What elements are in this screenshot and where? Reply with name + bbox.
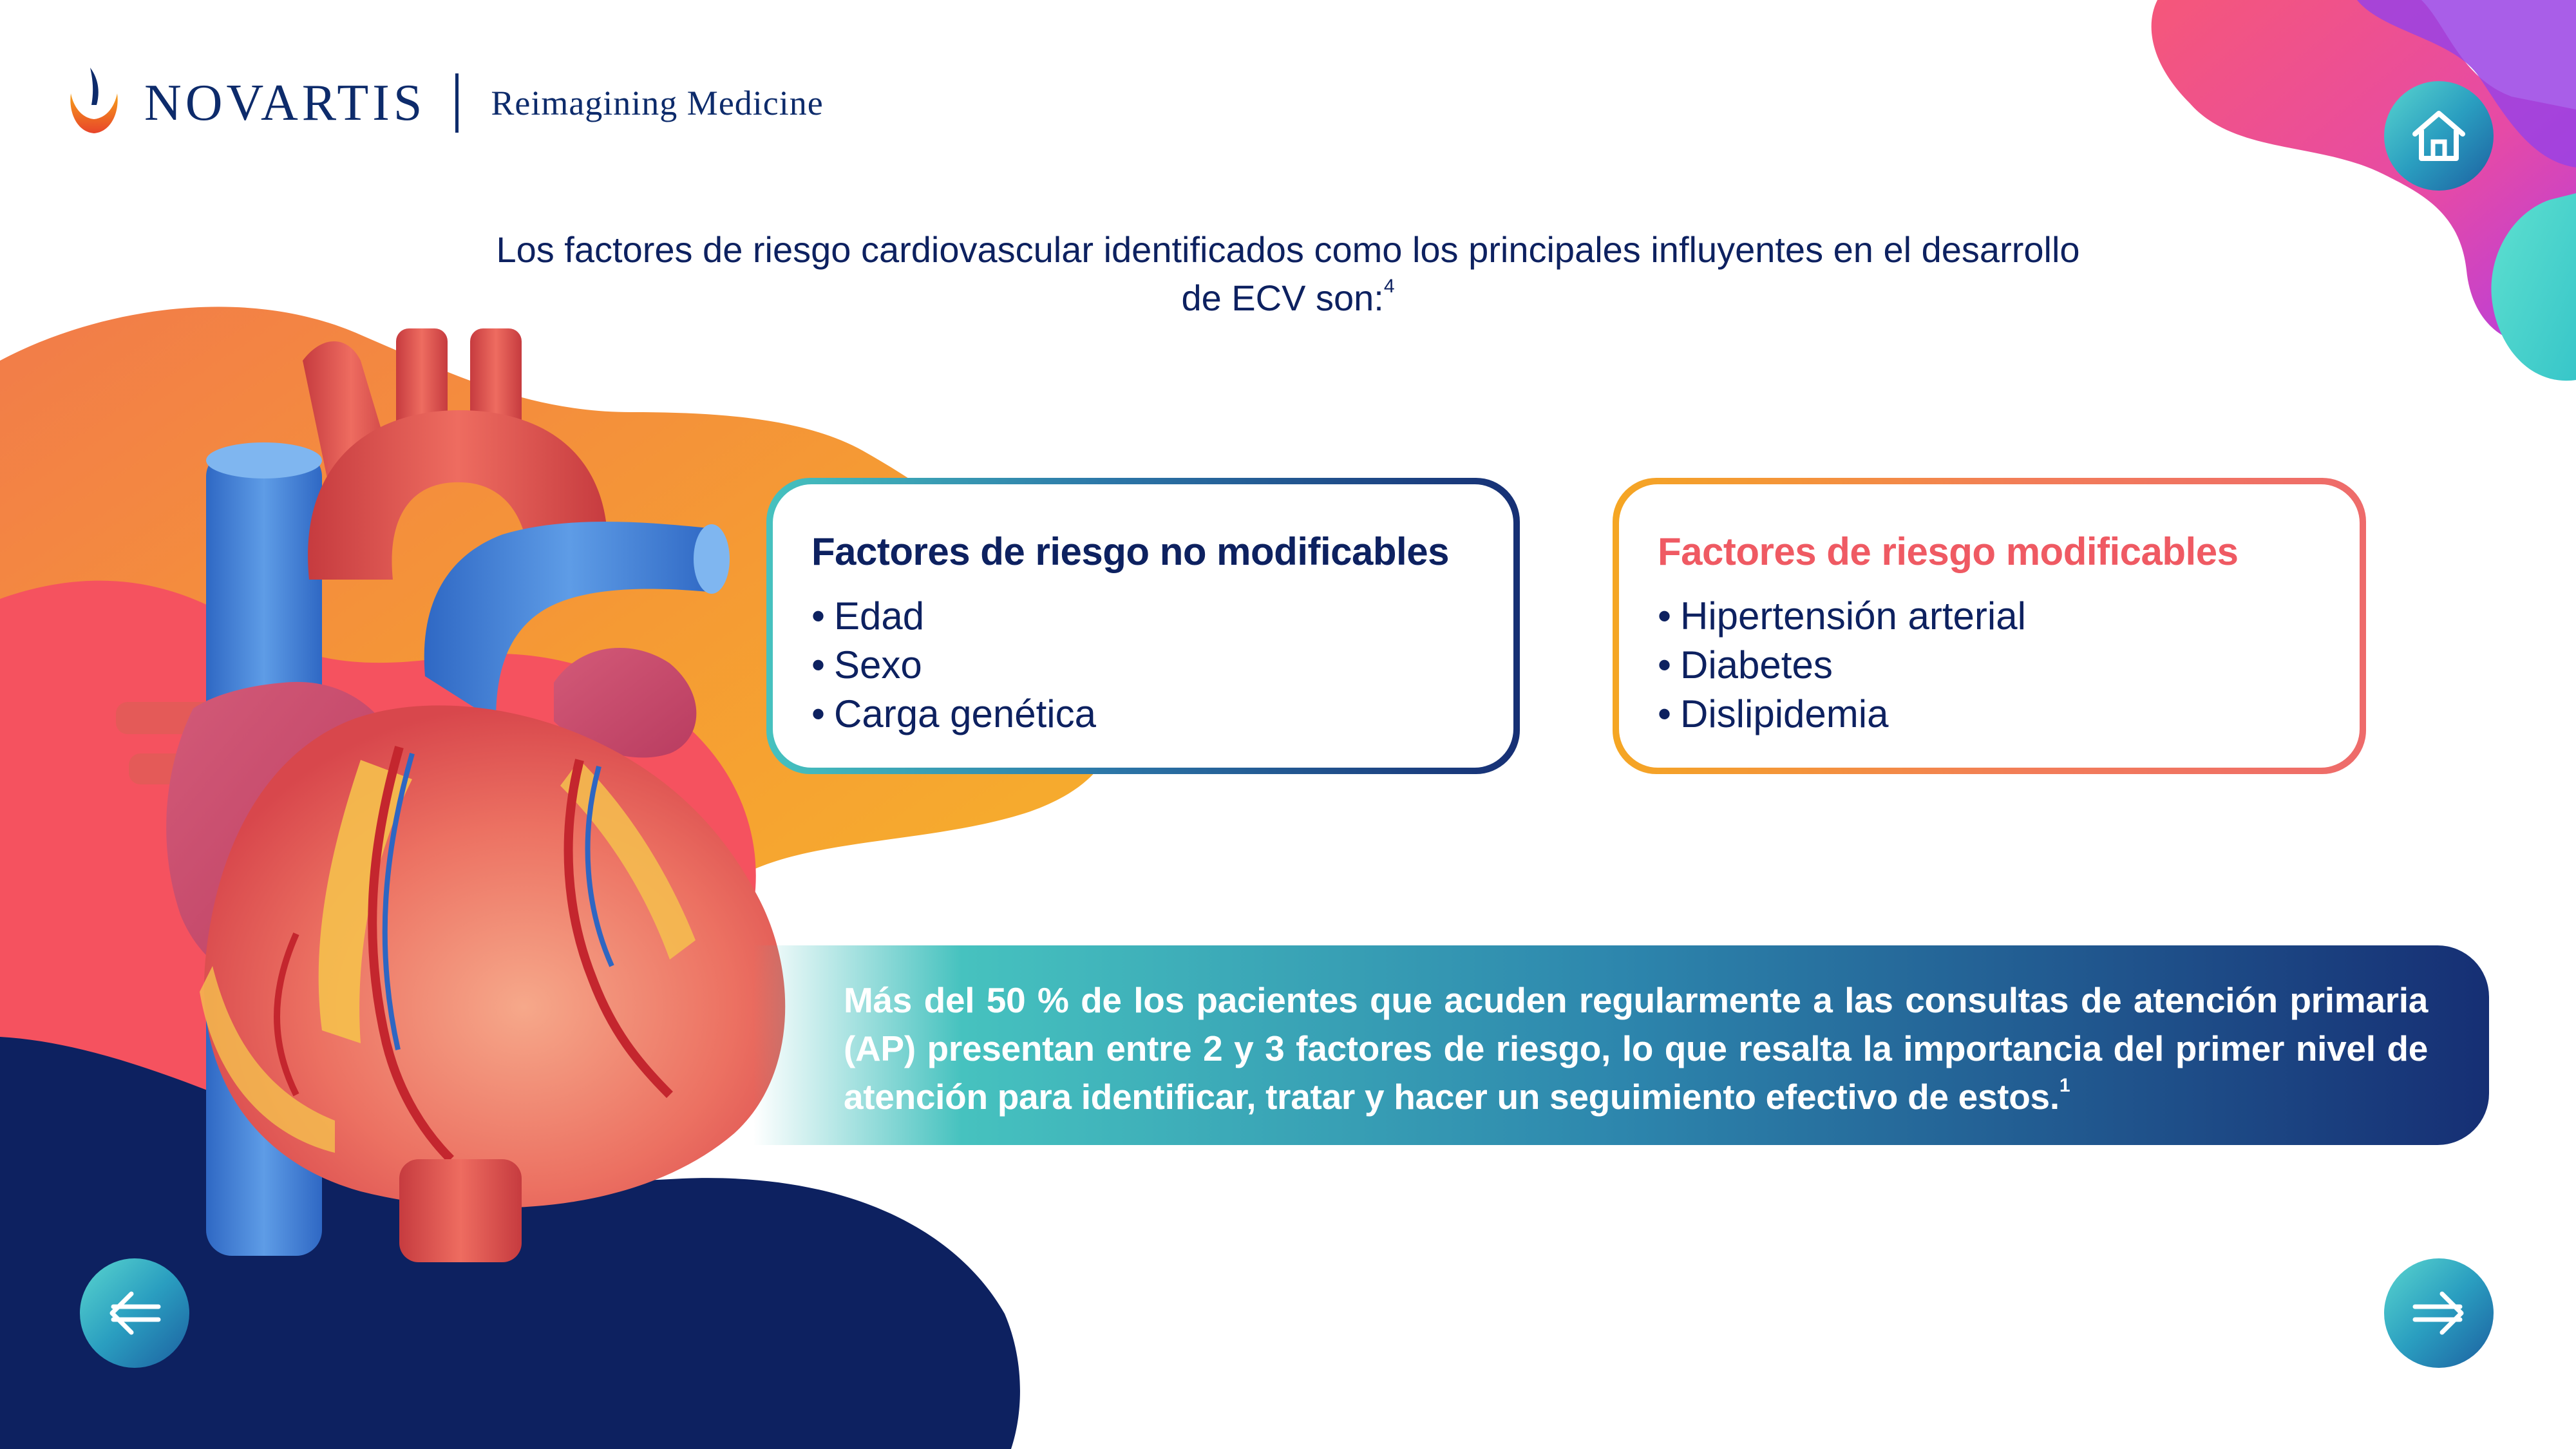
banner-text [844, 976, 2428, 1121]
brand-name: NOVARTIS [144, 74, 426, 131]
intro-body: Los factores de riesgo cardiovascular identificados como los principales influyentes en el desarrollo de ECV son: [496, 229, 2080, 318]
list-item: • Sexo [811, 641, 1475, 690]
list-item: • Hipertensión arterial [1658, 592, 2321, 641]
arrow-left-icon [99, 1278, 170, 1349]
banner-body: Más del 50 % de los pacientes que acuden regularmente a las consultas de atención primaria (AP) presentan entre 2 y 3 factores de riesgo, lo que resalta la importancia del primer nivel de atención para identificar, tratar y hacer un seguimiento efectivo de estos. [844, 980, 2428, 1117]
non-modifiable-factors-card [766, 478, 1520, 774]
list-item: • Diabetes [1658, 641, 2321, 690]
highlight-banner [753, 945, 2489, 1145]
intro-text [489, 225, 2087, 322]
modifiable-list [1658, 592, 2321, 739]
modifiable-title: Factores de riesgo modificables [1658, 530, 2239, 573]
non-modifiable-title: Factores de riesgo no modificables [811, 530, 1449, 573]
novartis-logo [64, 64, 824, 142]
arrow-right-icon [2403, 1278, 2474, 1349]
intro-reference: 4 [1383, 276, 1395, 297]
novartis-flame-icon [64, 68, 124, 138]
previous-button[interactable] [80, 1258, 189, 1368]
list-item: • Edad [811, 592, 1475, 641]
brand-tagline: Reimagining Medicine [491, 84, 824, 122]
home-icon [2403, 100, 2474, 171]
banner-reference: 1 [2059, 1075, 2070, 1096]
home-button[interactable] [2384, 81, 2494, 191]
next-button[interactable] [2384, 1258, 2494, 1368]
list-item: • Carga genética [811, 690, 1475, 739]
modifiable-factors-card [1613, 478, 2366, 774]
list-item: • Dislipidemia [1658, 690, 2321, 739]
header-divider [455, 73, 459, 133]
non-modifiable-list [811, 592, 1475, 739]
